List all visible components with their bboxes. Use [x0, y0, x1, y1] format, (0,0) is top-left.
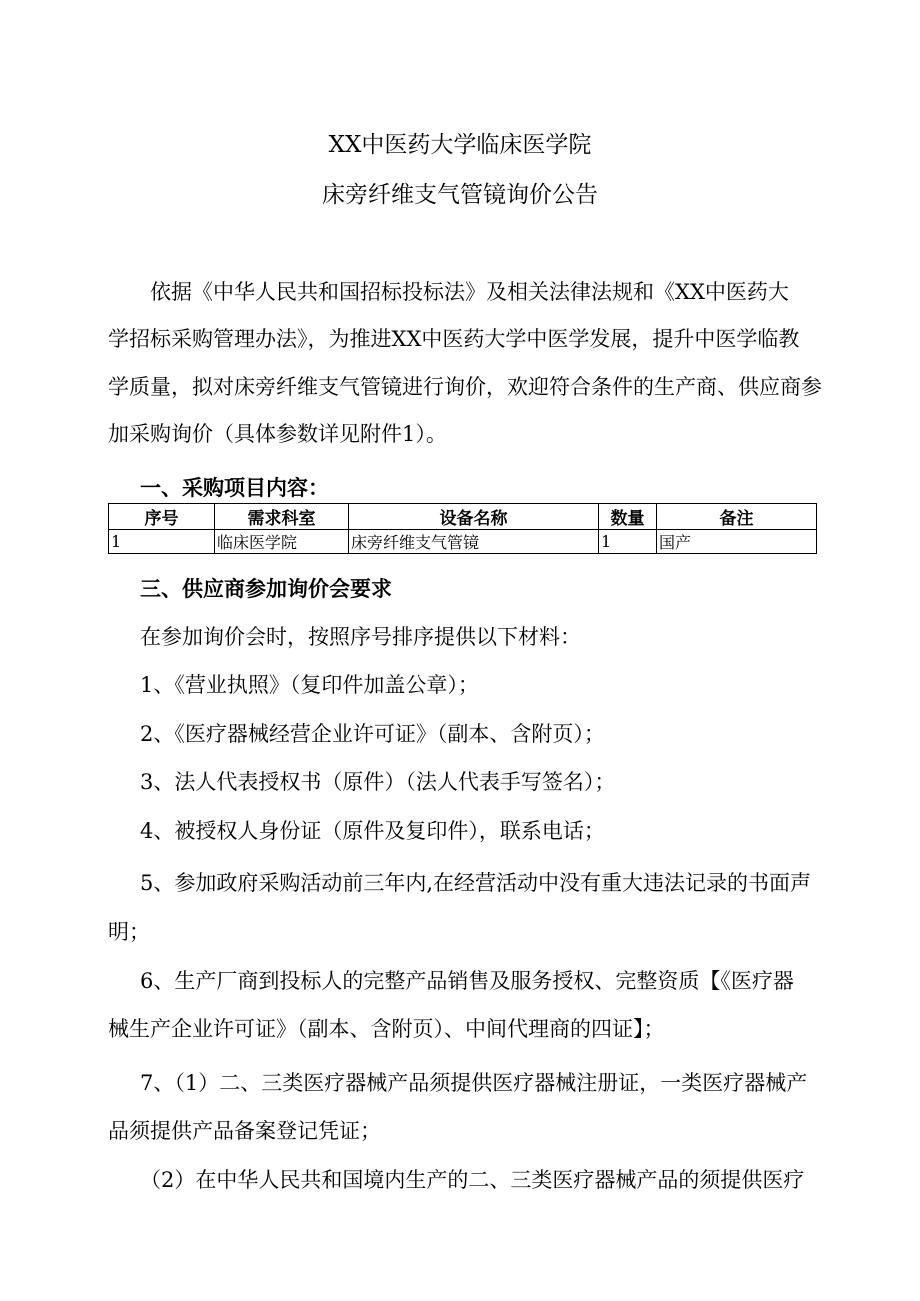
list-item: 4、被授权人身份证（原件及复印件），联系电话； [140, 819, 605, 843]
doc-title-line-2: 床旁纤维支气管镜询价公告 [322, 182, 598, 208]
table-row [109, 530, 817, 554]
col-header-quantity: 数量 [599, 504, 657, 530]
list-item: 2、《医疗器械经营企业许可证》（副本、含附页）； [140, 722, 605, 746]
list-item-continuation: 明； [108, 920, 150, 944]
col-header-device-name: 设备名称 [349, 504, 599, 530]
intro-line-2: 学招标采购管理办法》，为推进XX中医药大学中医学发展，提升中医学临教 [108, 327, 800, 351]
section-3-heading: 三、供应商参加询价会要求 [140, 577, 392, 601]
cell-quantity: 1 [599, 530, 657, 554]
table-header-row [109, 504, 817, 530]
col-header-seq: 序号 [109, 504, 215, 530]
list-item: 3、法人代表授权书（原件）（法人代表手写签名）； [140, 770, 616, 794]
col-header-department: 需求科室 [215, 504, 349, 530]
cell-department: 临床医学院 [215, 530, 349, 554]
list-item: 1、《营业执照》（复印件加盖公章）； [140, 673, 479, 697]
intro-line-3: 学质量，拟对床旁纤维支气管镜进行询价，欢迎符合条件的生产商、供应商参 [108, 375, 822, 399]
section-1-heading: 一、采购项目内容： [140, 476, 329, 500]
procurement-table [108, 503, 817, 554]
cell-remarks: 国产 [657, 530, 817, 554]
cell-seq: 1 [109, 530, 215, 554]
list-item-continuation: 品须提供产品备案登记凭证； [108, 1119, 381, 1143]
list-item: 5、参加政府采购活动前三年内,在经营活动中没有重大违法记录的书面声 [140, 871, 812, 895]
intro-line-1: 依据《中华人民共和国招标投标法》及相关法律法规和《XX中医药大 [150, 280, 789, 304]
list-item: （2）在中华人民共和国境内生产的二、三类医疗器械产品的须提供医疗 [140, 1168, 805, 1192]
materials-intro: 在参加询价会时，按照序号排序提供以下材料： [140, 625, 581, 649]
list-item: 6、生产厂商到投标人的完整产品销售及服务授权、完整资质【《医疗器 [140, 969, 794, 993]
doc-title-line-1: XX中医药大学临床医学院 [328, 132, 592, 158]
list-item: 7、（1）二、三类医疗器械产品须提供医疗器械注册证，一类医疗器械产 [140, 1071, 808, 1095]
list-item-continuation: 械生产企业许可证》（副本、含附页）、中间代理商的四证】； [108, 1017, 665, 1041]
intro-line-4: 加采购询价（具体参数详见附件1）。 [108, 422, 447, 446]
cell-device-name: 床旁纤维支气管镜 [349, 530, 599, 554]
col-header-remarks: 备注 [657, 504, 817, 530]
